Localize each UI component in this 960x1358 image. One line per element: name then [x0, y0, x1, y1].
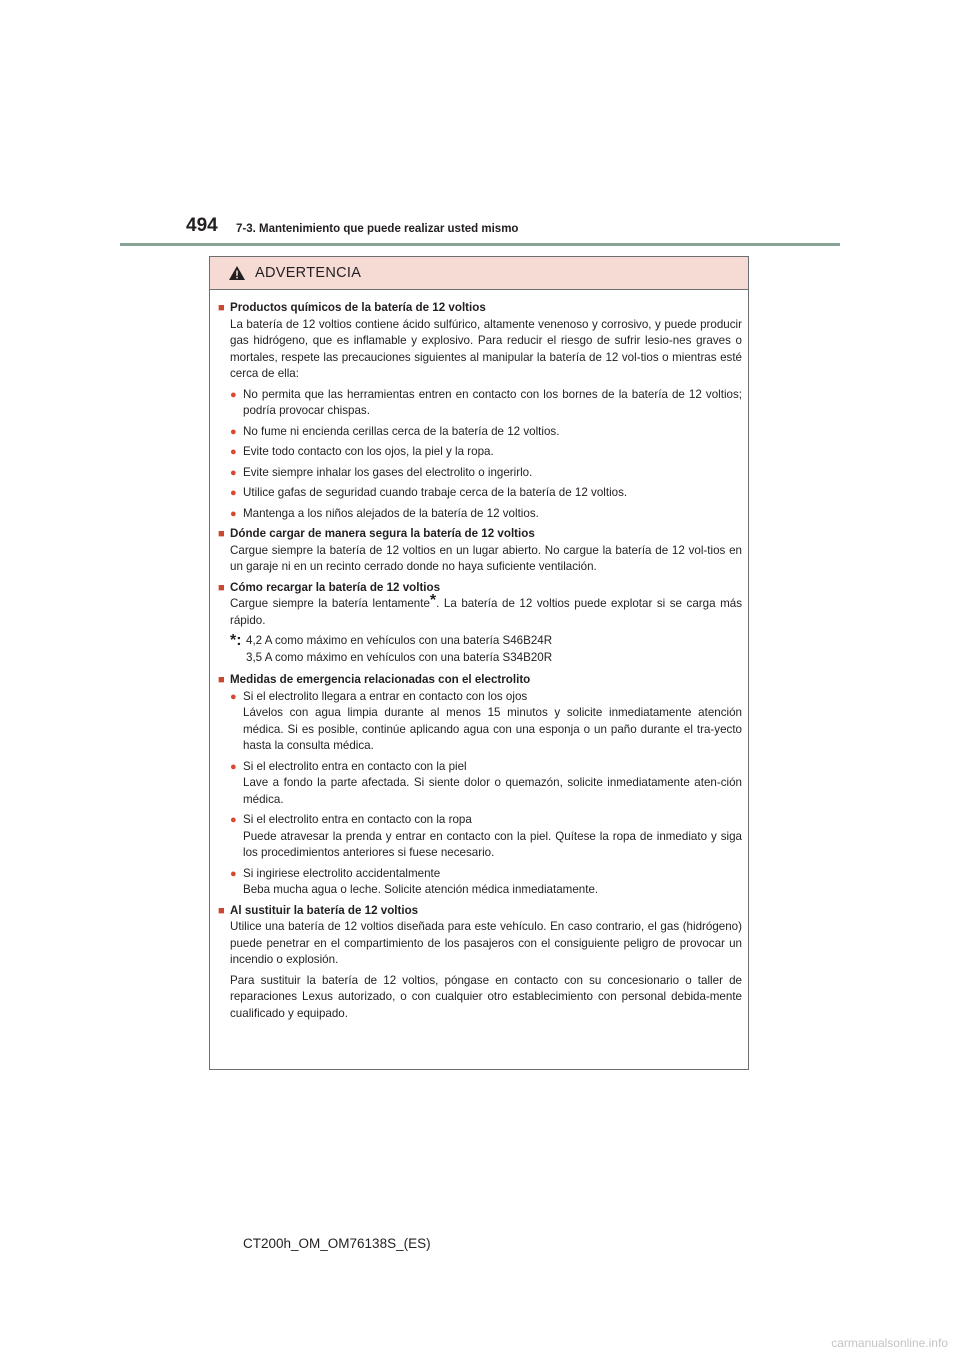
section-recharging — [218, 580, 742, 667]
section-heading: Productos químicos de la batería de 12 voltios — [230, 301, 486, 314]
section-emergency-measures — [218, 672, 742, 899]
list-item: ● Si ingiriese electrolito accidentalmente Beba mucha agua o leche. Solicite atención médica inmediatamente. — [230, 866, 599, 896]
section-battery-chemicals — [218, 300, 742, 522]
section-paragraph: La batería de 12 voltios contiene ácido sulfúrico, altamente venenoso y corrosivo, y puede producir gas hidrógeno, que es inflamable y explosivo. Para reducir el riesgo de sufrir lesio-nes graves o mortales, respete las precauciones siguientes al manipular la batería de 12 vol-tios o mientras esté cerca de ella: — [230, 317, 742, 380]
section-paragraph: Cargue siempre la batería de 12 voltios en un lugar abierto. No cargue la batería de 12 vol-tios en un garaje ni en un recinto cerrado donde no haya suficiente ventilación. — [230, 543, 742, 573]
bullet-dot-icon: ● — [230, 867, 237, 880]
bullet-dot-icon: ● — [230, 425, 237, 438]
watermark: carmanualsonline.info — [831, 1336, 948, 1350]
square-bullet-icon: ■ — [218, 904, 225, 917]
footnote-mark: *: — [230, 632, 242, 649]
list-item: ● Evite todo contacto con los ojos, la piel y la ropa. — [230, 444, 742, 461]
section-heading: Dónde cargar de manera segura la batería de 12 voltios — [230, 527, 535, 540]
list-item: ● No permita que las herramientas entren en contacto con los bornes de la batería de 12 voltios; podría provocar chispas. — [230, 387, 742, 417]
square-bullet-icon: ■ — [218, 674, 225, 686]
footnote-line: 3,5 A como máximo en vehículos con una batería S34B20R — [246, 650, 553, 664]
footnote — [230, 633, 742, 666]
bullet-dot-icon: ● — [230, 814, 237, 826]
footnote-asterisk: * — [429, 592, 437, 609]
list-item: ● Mantenga a los niños alejados de la batería de 12 voltios. — [230, 506, 742, 523]
list-item: ● Utilice gafas de seguridad cuando trabaje cerca de la batería de 12 voltios. — [230, 485, 742, 502]
section-heading: Al sustituir la batería de 12 voltios — [230, 903, 419, 917]
header-divider — [120, 243, 840, 246]
section-safe-charging — [218, 526, 742, 576]
list-item: ● No fume ni encienda cerillas cerca de la batería de 12 voltios. — [230, 424, 742, 441]
section-heading: Medidas de emergencia relacionadas con el electrolito — [230, 673, 531, 686]
section-title: 7-3. Mantenimiento que puede realizar usted mismo — [236, 223, 519, 235]
bullet-dot-icon: ● — [230, 760, 237, 773]
list-item: ● Evite siempre inhalar los gases del electrolito o ingerirlo. — [230, 465, 742, 482]
bullet-dot-icon: ● — [230, 446, 237, 458]
list-item: ● Si el electrolito llegara a entrar en contacto con los ojos Lávelos con agua limpia durante al menos 15 minutos y solicite inmediatamente atención médica. Si es posible, continúe aplicando agua con una esponja o un paño durante el tra-yecto hasta la consulta médica. — [230, 689, 742, 752]
section-heading: Cómo recargar la batería de 12 voltios — [230, 580, 441, 594]
list-item: ● Si el electrolito entra en contacto con la ropa Puede atravesar la prenda y entrar en contacto con la piel. Quítese la ropa de inmediato y siga los procedimientos anteriores si fuese necesario. — [230, 813, 742, 859]
warning-title: ADVERTENCIA — [255, 265, 362, 281]
footnote-line: 4,2 A como máximo en vehículos con una batería S46B24R — [246, 634, 553, 647]
bullet-dot-icon: ● — [230, 487, 237, 499]
bullet-dot-icon: ● — [230, 388, 237, 401]
bullet-dot-icon: ● — [230, 690, 237, 703]
list-item: ● Si el electrolito entra en contacto con la piel Lave a fondo la parte afectada. Si siente dolor o quemazón, solicite inmediatamente aten-ción médica. — [230, 759, 742, 806]
warning-box — [209, 256, 749, 1070]
page-number: 494 — [186, 215, 218, 236]
bullet-dot-icon: ● — [230, 507, 237, 520]
section-replacing-battery — [218, 903, 742, 1023]
square-bullet-icon: ■ — [218, 581, 225, 594]
section-paragraph: Cargue siempre la batería lentamente*. La batería de 12 voltios puede explotar si se carga más rápido. — [230, 592, 742, 627]
section-paragraph: Para sustituir la batería de 12 voltios, póngase en contacto con su concesionario o taller de reparaciones Lexus autorizado, o con cualquier otro establecimiento con personal debida-mente cualificado y equipado. — [230, 973, 742, 1020]
document-code: CT200h_OM_OM76138S_(ES) — [243, 1236, 431, 1251]
square-bullet-icon: ■ — [218, 528, 225, 540]
section-paragraph: Utilice una batería de 12 voltios diseñada para este vehículo. En caso contrario, el gas (hidrógeno) puede penetrar en el compartimiento de los pasajeros con el consiguiente peligro de provocar un incendio o explosión. — [230, 920, 742, 966]
bullet-dot-icon: ● — [230, 466, 237, 479]
square-bullet-icon: ■ — [218, 302, 225, 314]
warning-body — [210, 290, 748, 1022]
warning-triangle-icon — [228, 265, 246, 281]
warning-header — [210, 257, 748, 290]
